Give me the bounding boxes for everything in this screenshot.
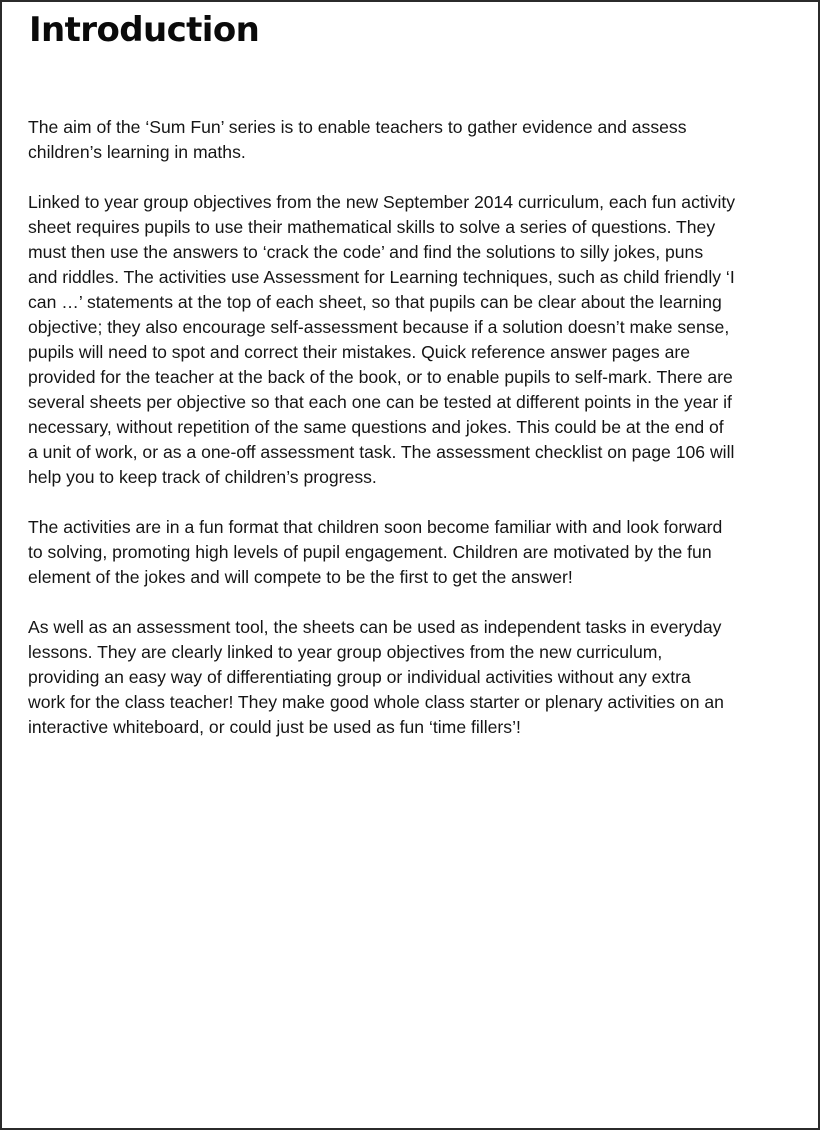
text-line: can …’ statements at the top of each sheet, so that pupils can be clear about the learning — [28, 292, 722, 312]
text-line: necessary, without repetition of the same questions and jokes. This could be at the end of — [28, 417, 724, 437]
text-line: work for the class teacher! They make good whole class starter or plenary activities on an — [28, 692, 724, 712]
text-line: to solving, promoting high levels of pupil engagement. Children are motivated by the fun — [28, 542, 712, 562]
text-line: children’s learning in maths. — [28, 142, 246, 162]
page-title: Introduction — [29, 10, 260, 50]
text-line: help you to keep track of children’s progress. — [28, 467, 377, 487]
text-line: Linked to year group objectives from the new September 2014 curriculum, each fun activity — [28, 192, 736, 212]
paragraph-assessment-tool — [28, 615, 808, 740]
body-text — [28, 115, 808, 765]
text-line: providing an easy way of differentiating group or individual activities without any extra — [28, 667, 691, 687]
text-line: element of the jokes and will compete to be the first to get the answer! — [28, 567, 573, 587]
paragraph-aim — [28, 115, 808, 165]
text-line: and riddles. The activities use Assessment for Learning techniques, such as child friendly ‘I — [28, 267, 735, 287]
text-line: objective; they also encourage self-assessment because if a solution doesn’t make sense, — [28, 317, 730, 337]
text-line: As well as an assessment tool, the sheets can be used as independent tasks in everyday — [28, 617, 722, 637]
text-line: provided for the teacher at the back of the book, or to enable pupils to self-mark. There are — [28, 367, 733, 387]
paragraph-linked-objectives — [28, 190, 808, 490]
text-line: lessons. They are clearly linked to year group objectives from the new curriculum, — [28, 642, 663, 662]
text-line: must then use the answers to ‘crack the code’ and find the solutions to silly jokes, puns — [28, 242, 704, 262]
text-line: interactive whiteboard, or could just be used as fun ‘time fillers’! — [28, 717, 521, 737]
text-line: a unit of work, or as a one-off assessment task. The assessment checklist on page 106 will — [28, 442, 735, 462]
paragraph-fun-format — [28, 515, 808, 590]
text-line: pupils will need to spot and correct their mistakes. Quick reference answer pages are — [28, 342, 691, 362]
text-line: The aim of the ‘Sum Fun’ series is to enable teachers to gather evidence and assess — [28, 117, 687, 137]
text-line: sheet requires pupils to use their mathematical skills to solve a series of questions. They — [28, 217, 716, 237]
text-line: several sheets per objective so that each one can be tested at different points in the year if — [28, 392, 732, 412]
text-line: The activities are in a fun format that children soon become familiar with and look forward — [28, 517, 723, 537]
